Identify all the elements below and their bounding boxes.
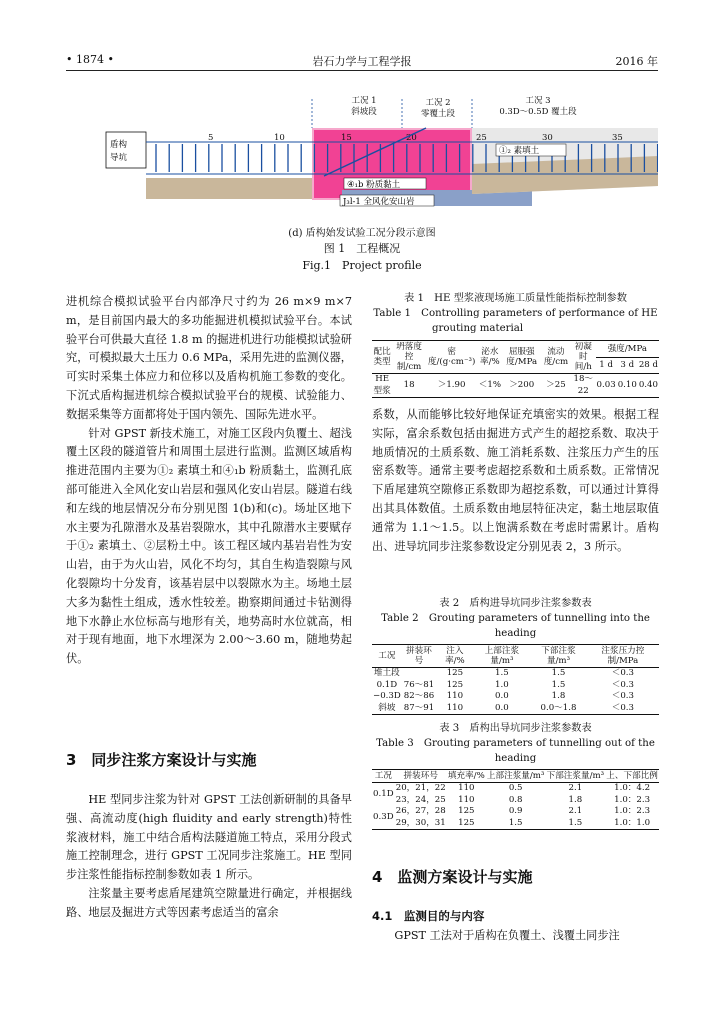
t2-cell: ＜0.3	[611, 679, 635, 690]
t2-cell	[402, 668, 436, 680]
t3-cell: 26，27，28	[395, 806, 446, 816]
shield-label-2: 导坑	[110, 153, 128, 163]
right-column	[372, 406, 659, 556]
section-3-heading: 3 同步注浆方案设计与实施	[66, 751, 257, 769]
soil-fill-label: ①₂ 素填土	[499, 146, 540, 156]
ring-number-10: 10	[274, 133, 285, 143]
t1-header: 强度/MPa	[596, 341, 659, 358]
t3-cell: 29，30，31	[395, 817, 446, 828]
section-4-heading: 4 监测方案设计与实施	[372, 868, 533, 886]
t2-cell: 1.8	[551, 691, 566, 701]
left-paragraph-3: HE 型同步注浆为针对 GPST 工法创新研制的具备早强、高流动度(high fluidity and early strength)特性浆液材料，施工中结合盾构法隧道施工特点，采用分段式施工控制理念，进行 GPST 工况同步注浆施工。HE 型同步注浆性能指标控制参数如表 1 所示。	[66, 793, 352, 882]
ring-number-30: 30	[542, 133, 553, 143]
table-row	[372, 783, 659, 795]
table-1-caption-cn: 表 1 HE 型浆液现场施工质量性能指标控制参数	[404, 293, 627, 304]
t3-cell: 125	[458, 817, 475, 828]
t1-cell: 0.10	[617, 379, 637, 390]
table-3-caption-en: Table 3 Grouting parameters of tunnelling out of the heading	[376, 738, 655, 764]
rock-label: J₃l-1 全风化安山岩	[343, 197, 415, 207]
t1-header: 密度/(g·cm⁻³)	[427, 347, 476, 367]
t3-cell: 1.0：1.0	[614, 817, 651, 828]
t3-header: 下部注浆量/m³	[546, 771, 605, 781]
left-column	[66, 293, 352, 669]
t3-cell: 1.5	[508, 817, 523, 828]
t3-cell: 0.1D	[373, 788, 394, 799]
t2-header: 下部注浆量/m³	[541, 646, 576, 666]
t2-cell: 125	[446, 668, 464, 678]
table-row	[372, 795, 659, 807]
t3-header: 上、下部比例	[606, 771, 658, 781]
figure-subcaption: (d) 盾构始发试验工况分段示意图	[288, 228, 436, 239]
t2-cell: 0.0	[495, 702, 509, 713]
table-row	[372, 806, 659, 818]
t1-cell: 0.40	[638, 379, 658, 390]
t3-cell: 20，21，22	[395, 783, 446, 793]
t3-cell: 0.8	[508, 794, 523, 805]
t1-header: 坍落度控制/cm	[396, 342, 422, 372]
t1-header: 3 d	[620, 360, 635, 371]
t3-cell: 0.9	[508, 806, 523, 816]
t2-cell: 1.5	[495, 668, 509, 678]
t3-header: 工况	[374, 771, 392, 781]
t3-cell: 2.1	[568, 783, 583, 793]
t2-header: 拼装环号	[406, 646, 432, 666]
t1-cell: 0.03	[596, 379, 616, 390]
stage-1-line2: 斜坡段	[351, 107, 377, 117]
t2-cell: 87～91	[403, 702, 435, 713]
ring-number-35: 35	[612, 133, 623, 143]
stage-3-line2: 0.3D～0.5D 覆土段	[499, 107, 577, 117]
table-3-caption-cn: 表 3 盾构出导坑同步注浆参数表	[439, 723, 592, 734]
table-row	[372, 374, 659, 398]
header-rule	[66, 70, 658, 71]
t2-cell: 82～86	[403, 691, 435, 701]
t1-header: 流动度/cm	[543, 347, 569, 367]
right-paragraph-2: GPST 工法对于盾构在负覆土、浅覆土同步注	[394, 929, 620, 942]
t1-cell: 18	[403, 379, 415, 390]
t1-header: 泌水率/%	[480, 347, 500, 367]
issue-year: 2016 年	[615, 55, 658, 68]
t2-header: 上部注浆量/m³	[484, 646, 520, 666]
t2-cell: 斜坡	[378, 702, 396, 713]
t2-cell: ＜0.3	[611, 702, 635, 713]
t2-cell: 1.5	[551, 679, 566, 690]
t2-cell: 堆土段	[373, 668, 400, 678]
table-row	[372, 703, 659, 715]
ring-number-15: 15	[341, 133, 352, 143]
t1-cell: ＜1%	[478, 379, 501, 390]
t3-header: 填充率/%	[447, 771, 485, 781]
t2-cell: −0.3D	[373, 691, 401, 701]
table-1-caption-en-2: grouting material	[432, 323, 524, 334]
left-column-2	[66, 791, 352, 923]
t2-cell: 1.5	[551, 668, 566, 678]
table-row	[372, 668, 659, 680]
t2-header: 注入率/%	[445, 646, 465, 666]
t3-cell: 1.0：4.2	[614, 783, 651, 793]
t2-header: 工况	[378, 651, 396, 661]
table-row	[372, 691, 659, 703]
stage-3-line1: 工况 3	[525, 96, 551, 106]
running-header	[66, 53, 658, 69]
ring-number-20: 20	[406, 133, 417, 143]
t1-cell: HE 型浆	[373, 374, 391, 396]
silt-label: ④₁b 粉质黏土	[347, 180, 401, 190]
ring-number-25: 25	[476, 133, 487, 143]
t3-cell: 1.8	[568, 794, 583, 805]
t3-cell: 1.0：2.3	[614, 806, 651, 816]
table-2-grid	[372, 644, 659, 715]
t1-cell: ＞1.90	[437, 379, 466, 390]
left-paragraph-1: 进机综合模拟试验平台内部净尺寸约为 26 m×9 m×7 m，是目前国内最大的多功能掘进机模拟试验平台。本试验平台可供最大直径 1.8 m 的掘进机进行功能模拟试验研究，可模拟最大土压力 0.6 MPa，采用先进的监测仪器，可实时采集土体应力和位移以及盾构机施工参数的变化。下沉式盾构掘进机综合模拟试验平台的规模、试验能力、数据采集等方面都将处于国内领先、国际先进水平。	[66, 295, 352, 421]
section-4-1-heading: 4.1 监测目的与内容	[372, 909, 485, 923]
stage-2-line2: 零覆土段	[420, 109, 456, 119]
table-1-caption-en-1: Table 1 Controlling parameters of performance of HE	[373, 308, 658, 319]
left-paragraph-4: 注浆量主要考虑盾尾建筑空隙量进行确定，并根据线路、地层及掘进方式等因素考虑适当的富余	[66, 886, 352, 919]
t1-cell: 18～22	[573, 374, 594, 396]
t1-cell: ＞25	[546, 379, 566, 390]
t3-cell: 23，24，25	[395, 794, 446, 805]
t2-cell: 76～81	[403, 679, 435, 690]
t2-header: 注浆压力控制/MPa	[601, 646, 645, 666]
t2-cell: 0.0～1.8	[540, 702, 577, 713]
table-1-grid	[372, 340, 659, 398]
t2-cell: 1.0	[495, 679, 509, 690]
t2-cell: ＜0.3	[611, 691, 635, 701]
t3-cell: 0.3D	[373, 811, 394, 822]
t3-header: 上部注浆量/m³	[486, 771, 545, 781]
stage-1-line1: 工况 1	[351, 96, 377, 106]
t1-header: 28 d	[638, 360, 658, 371]
figure-caption-cn: 图 1 工程概况	[323, 242, 401, 255]
t2-cell: 125	[446, 679, 464, 690]
t3-cell: 1.0：2.3	[614, 794, 651, 805]
ring-number-5: 5	[208, 133, 214, 143]
t3-cell: 125	[458, 806, 475, 816]
left-paragraph-2: 针对 GPST 新技术施工，对施工区段内负覆土、超浅覆土区段的隧道管片和周围土层进行监测。监测区域盾构推进范围内主要为①₂ 素填土和④₁b 粉质黏土，监测孔底部可能进入全风化安山岩层和强风化安山岩层。隧道右线和左线的地层情况分布分别见图 1(b)和(c)。场址区地下水主要为孔隙潜水及基岩裂隙水，其中孔隙潜水主要赋存于①₂ 素填土、②层粉土中。该工程区域内基岩岩性为安山岩，由于为火山岩，风化不均匀，其自生构造裂隙与风化裂隙均十分发育，该基岩层中以裂隙水为主。场地土层大多为黏性土组成，透水性较差。勘察期间通过卡钻测得地下水静止水位标高与地形有关，地势高时水位就高，相对于现有地面，地下水埋深为 2.00～3.60 m，随地势起伏。	[66, 426, 352, 666]
t1-header: 配比类型	[373, 347, 391, 367]
t2-cell: 110	[446, 702, 464, 713]
t1-header: 屈服强度/MPa	[506, 347, 538, 367]
table-row	[372, 818, 659, 830]
shield-label-1: 盾构	[110, 140, 128, 150]
t1-header: 1 d	[599, 360, 613, 371]
right-paragraph-1: 系数，从而能够比较好地保证充填密实的效果。根据工程实际，富余系数包括由掘进方式产生的超挖系数、取决于地质情况的土质系数、施工消耗系数、注浆压力产生的压密系数等。通常主要考虑超挖系数和土质系数。正常情况下盾尾建筑空隙修正系数即为超挖系数，可以通过计算得出其具体数值。土质系数由地层特征决定，黏土地层取值通常为 1.1～1.5。以上饱满系数在考虑时需累计。盾构出、进导坑同步注浆参数设定分别见表 2，3 所示。	[372, 408, 659, 553]
table-1	[372, 291, 659, 398]
t3-cell: 0.5	[508, 783, 523, 793]
right-column-2	[372, 927, 659, 946]
t1-header: 初凝时间/h	[574, 342, 592, 372]
stage-2-line1: 工况 2	[425, 98, 451, 108]
profile-figure	[66, 94, 658, 224]
page-number: • 1874 •	[66, 53, 114, 66]
table-2-caption-cn: 表 2 盾构进导坑同步注浆参数表	[439, 598, 592, 609]
table-row	[372, 680, 659, 692]
table-2	[372, 596, 659, 715]
t3-cell: 2.1	[568, 806, 583, 816]
t1-cell: ＞200	[509, 379, 535, 390]
table-3	[372, 721, 659, 830]
t3-header: 拼装环号	[403, 771, 438, 781]
table-3-grid	[372, 769, 659, 830]
t3-cell: 1.5	[568, 817, 583, 828]
t3-cell: 110	[458, 794, 475, 805]
t2-cell: 110	[446, 691, 464, 701]
table-2-caption-en: Table 2 Grouting parameters of tunnelling into the heading	[381, 613, 650, 639]
t3-cell: 110	[458, 783, 475, 793]
figure-caption-en: Fig.1 Project profile	[302, 259, 422, 272]
t2-cell: 0.0	[495, 691, 509, 701]
journal-name: 岩石力学与工程学报	[312, 55, 412, 68]
t2-cell: 0.1D	[376, 679, 398, 690]
t2-cell: ＜0.3	[611, 668, 635, 678]
